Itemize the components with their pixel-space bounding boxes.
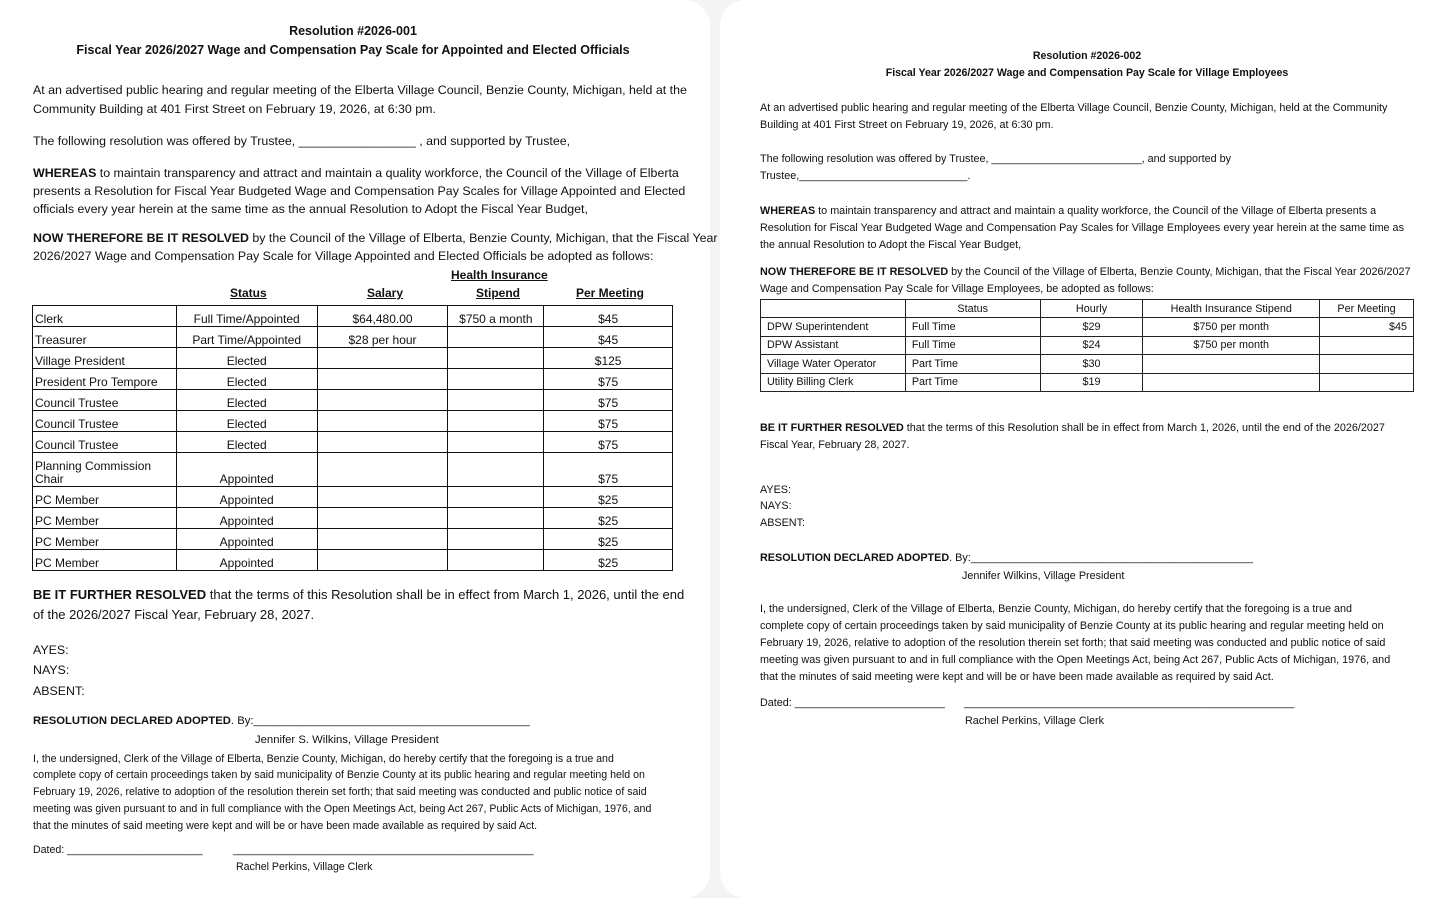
intro-line-2: Community Building at 401 First Street on February 19, 2026, at 6:30 pm.	[33, 102, 436, 116]
cell-title: PC Member	[33, 508, 177, 529]
cell-status: Full Time	[905, 318, 1040, 336]
cell-title-line-1: Planning Commission	[35, 459, 152, 473]
table-row	[33, 529, 673, 550]
cell-stipend	[448, 327, 544, 348]
whereas-line-1	[760, 203, 1376, 220]
offered-line-2: Trustee,____________________________.	[760, 170, 971, 182]
cell-stipend	[448, 529, 544, 550]
cell-per-meeting: $75	[544, 390, 673, 411]
cell-status: Elected	[176, 432, 317, 453]
cell-salary	[317, 550, 448, 571]
header-salary: Salary	[367, 286, 404, 300]
cell-title-line-2: Chair	[35, 472, 64, 486]
cell-hourly: $24	[1040, 336, 1143, 354]
table-row	[33, 550, 673, 571]
cell-per-meeting: $25	[544, 487, 673, 508]
resolved-text: by the Council of the Village of Elberta, Benzie County, Michigan, that the Fiscal Year 2026/2027	[948, 266, 1411, 278]
cell-title: Council Trustee	[33, 390, 177, 411]
dated-line: Dated: _______________________	[33, 844, 203, 856]
whereas-line-1	[33, 164, 679, 183]
whereas-line-3: officials every year herein at the same time as the annual Resolution to Adopt the Fiscal Year Budget,	[33, 202, 588, 216]
intro-line-2: Building at 401 First Street on February 19, 2026, at 6:30 pm.	[760, 119, 1054, 131]
cell-stipend	[448, 487, 544, 508]
cell-title: President Pro Tempore	[33, 369, 177, 390]
whereas-text: to maintain transparency and attract and maintain a quality workforce, the Council of the Village of Elberta	[96, 166, 679, 180]
cell-stipend	[448, 453, 544, 487]
table-row	[761, 336, 1414, 354]
whereas-line-2: Resolution for Fiscal Year Budgeted Wage and Compensation Pay Scales for Village Employees every year herein at the same time as	[760, 222, 1404, 234]
cell-title: DPW Superintendent	[761, 318, 906, 336]
cell-title: DPW Assistant	[761, 336, 906, 354]
resolved-label: NOW THEREFORE BE IT RESOLVED	[760, 266, 949, 278]
adopted-label: RESOLUTION DECLARED ADOPTED	[760, 552, 950, 564]
cell-salary	[317, 487, 448, 508]
resolution-title: Fiscal Year 2026/2027 Wage and Compensation Pay Scale for Appointed and Elected Officials	[76, 43, 630, 57]
cell-per-meeting	[1320, 373, 1414, 391]
cell-stipend	[448, 432, 544, 453]
cell-status: Elected	[176, 348, 317, 369]
cell-status: Full Time	[905, 336, 1040, 354]
cell-salary	[317, 348, 448, 369]
further-resolved-line-2: of the 2026/2027 Fiscal Year, February 28, 2027.	[33, 607, 315, 622]
cell-stipend	[448, 550, 544, 571]
cell-salary	[317, 432, 448, 453]
cell-per-meeting: $25	[544, 529, 673, 550]
cell-per-meeting: $75	[544, 432, 673, 453]
table-row	[33, 411, 673, 432]
header-stipend: Stipend	[476, 286, 520, 300]
offered-line-1: The following resolution was offered by Trustee, _________________________, and supported by	[760, 153, 1232, 165]
further-resolved-label: BE IT FURTHER RESOLVED	[760, 422, 904, 434]
resolution-number: Resolution #2026-002	[1032, 50, 1142, 62]
certification-line-5: that the minutes of said meeting were kept and will be or have been made available as required by said Act.	[33, 820, 538, 832]
table-row	[33, 327, 673, 348]
cell-stipend: $750 a month	[448, 306, 544, 327]
cell-stipend	[448, 348, 544, 369]
table-row	[761, 373, 1414, 391]
cell-per-meeting: $45	[544, 327, 673, 348]
nays-label: NAYS:	[760, 500, 792, 512]
table-row	[33, 390, 673, 411]
cell-salary	[317, 529, 448, 550]
cell-per-meeting	[1320, 336, 1414, 354]
cell-status: Appointed	[176, 508, 317, 529]
ayes-label: AYES:	[33, 643, 69, 657]
whereas-label: WHEREAS	[33, 166, 97, 180]
resolved-line-2: 2026/2027 Wage and Compensation Pay Scale for Village Appointed and Elected Officials be adopted as follows:	[33, 249, 654, 263]
resolution-page-1	[0, 0, 718, 898]
cell-status: Elected	[176, 369, 317, 390]
certification-line-1: I, the undersigned, Clerk of the Village of Elberta, Benzie County, Michigan, do hereby certify that the foregoing is a true and	[760, 603, 1352, 615]
cell-per-meeting: $25	[544, 550, 673, 571]
cell-status: Part Time/Appointed	[176, 327, 317, 348]
adopted-label: RESOLUTION DECLARED ADOPTED	[33, 715, 231, 727]
absent-label: ABSENT:	[33, 684, 85, 698]
resolved-line-1	[760, 264, 1411, 281]
cell-stipend: $750 per month	[1143, 318, 1320, 336]
cell-title: Council Trustee	[33, 411, 177, 432]
further-resolved-label: BE IT FURTHER RESOLVED	[33, 587, 207, 602]
cell-stipend	[448, 369, 544, 390]
cell-stipend	[448, 390, 544, 411]
cell-per-meeting: $75	[544, 369, 673, 390]
cell-title: Clerk	[33, 306, 177, 327]
certification-line-3: February 19, 2026, relative to adoption of the resolution therein set forth; that said meeting was conducted and public notice of said	[760, 637, 1386, 649]
cell-status: Full Time/Appointed	[176, 306, 317, 327]
certification-line-2: complete copy of certain proceedings taken by said municipality of Benzie County at its public hearing and regular meeting held on	[33, 769, 645, 781]
header-status: Status	[905, 300, 1040, 318]
certification-line-4: meeting was given pursuant to and in full compliance with the Open Meetings Act, being Act 267, Public Acts of Michigan, 1976, and	[760, 654, 1391, 666]
table-row	[33, 453, 673, 487]
certification-line-3: February 19, 2026, relative to adoption of the resolution therein set forth; that said meeting was conducted and public notice of said	[33, 786, 647, 798]
cell-status: Elected	[176, 390, 317, 411]
whereas-text: to maintain transparency and attract and maintain a quality workforce, the Council of the Village of Elberta presents a	[815, 205, 1377, 217]
further-resolved-line-1	[760, 420, 1385, 437]
header-health-insurance: Health Insurance	[451, 268, 548, 282]
resolution-number: Resolution #2026-001	[289, 24, 417, 38]
header-per-meeting: Per Meeting	[576, 286, 645, 300]
header-status: Status	[230, 286, 267, 300]
offered-line: The following resolution was offered by Trustee, _________________ , and supported by Trustee,	[33, 134, 571, 148]
resolved-line-2: Wage and Compensation Pay Scale for Village Employees, be adopted as follows:	[760, 283, 1154, 295]
cell-stipend	[1143, 355, 1320, 373]
certification-line-4: meeting was given pursuant to and in full compliance with the Open Meetings Act, being Act 267, Public Acts of Michigan, 1976, and	[33, 803, 652, 815]
cell-status: Appointed	[176, 550, 317, 571]
cell-title: Village President	[33, 348, 177, 369]
cell-stipend	[448, 411, 544, 432]
table-row	[761, 318, 1414, 336]
intro-line-1: At an advertised public hearing and regular meeting of the Elberta Village Council, Benzie County, Michigan, held at the	[33, 83, 687, 97]
cell-title: PC Member	[33, 529, 177, 550]
cell-salary	[317, 453, 448, 487]
table-row	[33, 487, 673, 508]
adopted-line	[33, 715, 530, 727]
cell-status: Appointed	[176, 529, 317, 550]
table-row	[33, 432, 673, 453]
cell-per-meeting	[1320, 355, 1414, 373]
nays-label: NAYS:	[33, 663, 70, 677]
cell-hourly: $19	[1040, 373, 1143, 391]
clerk-signature-line: ___________________________________________________	[233, 844, 534, 856]
cell-status: Elected	[176, 411, 317, 432]
cell-status: Part Time	[905, 355, 1040, 373]
cell-title: PC Member	[33, 487, 177, 508]
cell-stipend	[1143, 373, 1320, 391]
cell-per-meeting: $125	[544, 348, 673, 369]
cell-salary	[317, 411, 448, 432]
cell-title: Village Water Operator	[761, 355, 906, 373]
further-resolved-text: that the terms of this Resolution shall be in effect from March 1, 2026, until the end of the 2026/2027	[903, 422, 1385, 434]
resolved-text: by the Council of the Village of Elberta, Benzie County, Michigan, that the Fiscal Year	[248, 231, 718, 245]
clerk-name: Rachel Perkins, Village Clerk	[236, 861, 373, 873]
president-name: Jennifer S. Wilkins, Village President	[255, 734, 439, 746]
header-hourly: Hourly	[1040, 300, 1143, 318]
cell-per-meeting: $75	[544, 411, 673, 432]
further-resolved-line-2: Fiscal Year, February 28, 2027.	[760, 439, 910, 451]
cell-per-meeting: $45	[544, 306, 673, 327]
table-row	[33, 306, 673, 327]
table-row	[33, 348, 673, 369]
whereas-line-2: presents a Resolution for Fiscal Year Budgeted Wage and Compensation Pay Scales for Village Appointed and Elected	[33, 184, 686, 198]
cell-status: Part Time	[905, 373, 1040, 391]
header-position	[761, 300, 906, 318]
cell-salary: $64,480.00	[317, 306, 448, 327]
cell-per-meeting: $25	[544, 508, 673, 529]
header-per-meeting: Per Meeting	[1320, 300, 1414, 318]
resolution-page-2	[720, 0, 1456, 898]
clerk-name: Rachel Perkins, Village Clerk	[965, 715, 1105, 727]
ayes-label: AYES:	[760, 484, 792, 496]
cell-stipend: $750 per month	[1143, 336, 1320, 354]
table-row	[33, 369, 673, 390]
whereas-line-3: the annual Resolution to Adopt the Fiscal Year Budget,	[760, 239, 1022, 251]
header-stipend: Health Insurance Stipend	[1143, 300, 1320, 318]
cell-status: Appointed	[176, 487, 317, 508]
cell-stipend	[448, 508, 544, 529]
certification-line-1: I, the undersigned, Clerk of the Village of Elberta, Benzie County, Michigan, do hereby certify that the foregoing is a true and	[33, 753, 614, 765]
dated-line: Dated: _________________________	[760, 697, 945, 709]
cell-per-meeting: $45	[1320, 318, 1414, 336]
clerk-signature-line: _______________________________________________________	[964, 697, 1295, 709]
absent-label: ABSENT:	[760, 517, 806, 529]
cell-title	[33, 453, 177, 487]
table-header-row	[761, 300, 1414, 318]
adopted-line	[760, 550, 1253, 567]
further-resolved-line-1	[33, 587, 684, 602]
cell-salary	[317, 508, 448, 529]
employees-pay-table	[760, 299, 1414, 392]
cell-salary: $28 per hour	[317, 327, 448, 348]
cell-salary	[317, 390, 448, 411]
cell-title: Utility Billing Clerk	[761, 373, 906, 391]
resolution-title: Fiscal Year 2026/2027 Wage and Compensation Pay Scale for Village Employees	[885, 67, 1289, 79]
whereas-label: WHEREAS	[760, 205, 816, 217]
resolved-line-1	[33, 229, 718, 248]
table-row	[33, 508, 673, 529]
cell-title: Council Trustee	[33, 432, 177, 453]
cell-hourly: $29	[1040, 318, 1143, 336]
table-row	[761, 355, 1414, 373]
president-name: Jennifer Wilkins, Village President	[962, 570, 1125, 582]
resolved-label: NOW THEREFORE BE IT RESOLVED	[33, 231, 249, 245]
officials-pay-table	[32, 305, 673, 571]
adopted-signature-line: . By:____________________________________________	[230, 715, 530, 727]
cell-hourly: $30	[1040, 355, 1143, 373]
certification-line-5: that the minutes of said meeting were kept and will be or have been made available as required by said Act.	[760, 671, 1274, 683]
further-resolved-text: that the terms of this Resolution shall be in effect from March 1, 2026, until the end	[206, 587, 685, 602]
cell-salary	[317, 369, 448, 390]
cell-status: Appointed	[176, 453, 317, 487]
cell-per-meeting: $75	[544, 453, 673, 487]
certification-line-2: complete copy of certain proceedings taken by said municipality of Benzie County at its public hearing and regular meeting held on	[760, 620, 1384, 632]
adopted-signature-line: . By:_______________________________________________	[949, 552, 1253, 564]
intro-line-1: At an advertised public hearing and regular meeting of the Elberta Village Council, Benzie County, Michigan, held at the Community	[760, 102, 1388, 114]
cell-title: PC Member	[33, 550, 177, 571]
cell-title: Treasurer	[33, 327, 177, 348]
